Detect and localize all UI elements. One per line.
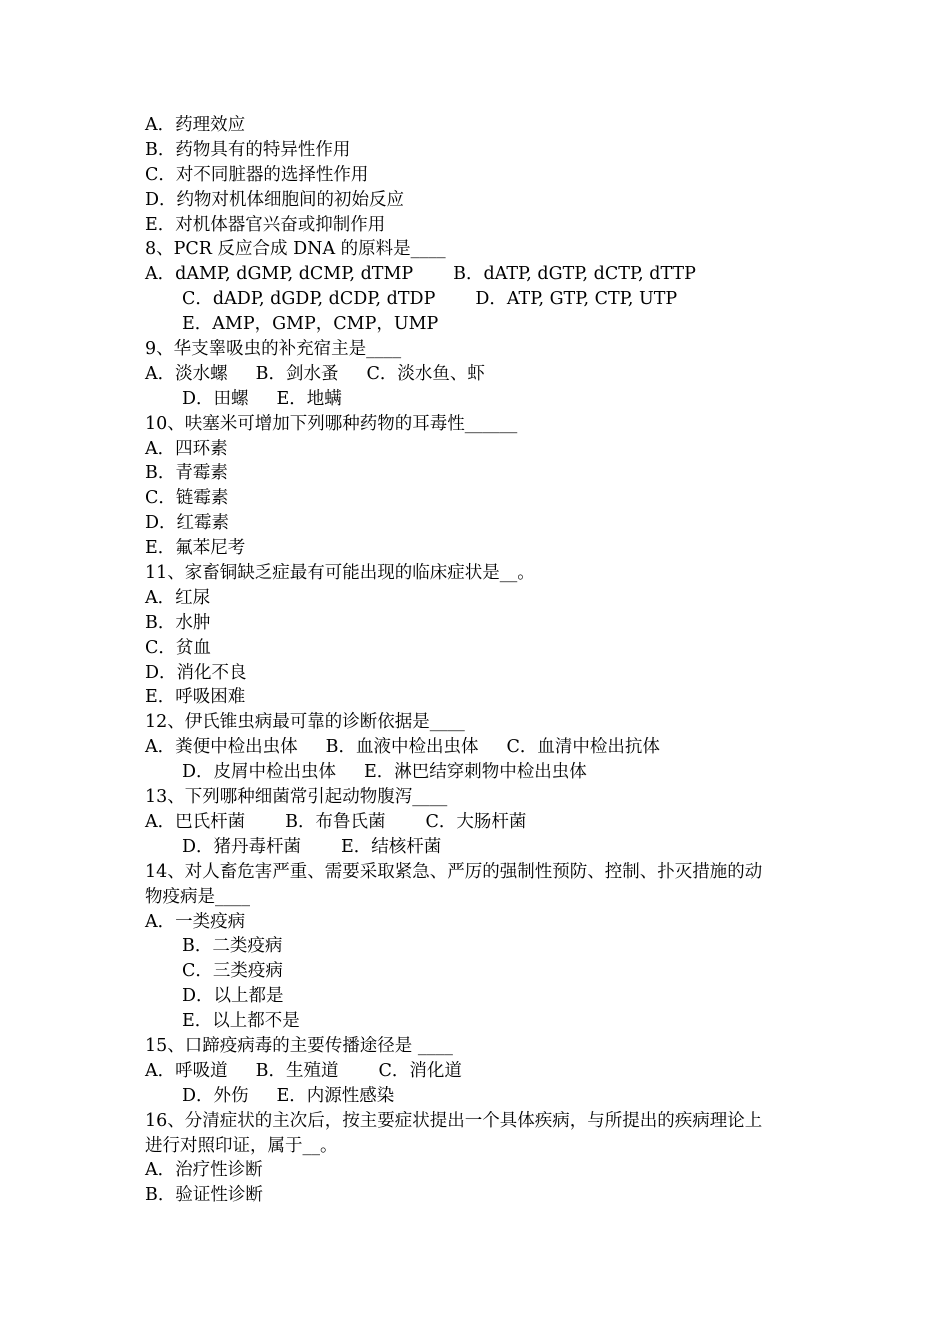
option: A．dAMP, dGMP, dCMP, dTMP <box>145 264 414 285</box>
question-list <box>145 113 825 1208</box>
option-line: D．消化不良 <box>145 662 247 683</box>
option: D．田螺 <box>182 388 249 409</box>
option: C．消化道 <box>378 1060 462 1081</box>
option-line: A．治疗性诊断 <box>145 1160 263 1181</box>
option-line: A．一类疫病 <box>145 911 246 932</box>
option: B．dATP, dGTP, dCTP, dTTP <box>453 264 696 285</box>
option: D．外伤 <box>182 1085 249 1106</box>
option: E．AMP，GMP，CMP，UMP <box>182 314 439 335</box>
option: E．内源性感染 <box>276 1085 395 1106</box>
option: A．巴氏杆菌 <box>145 811 246 832</box>
option: B．剑水蚤 <box>255 363 339 384</box>
question-stem: 15、口蹄疫病毒的主要传播途径是 ____ <box>145 1035 453 1056</box>
option: C．淡水鱼、虾 <box>366 363 485 384</box>
question-stem: 13、下列哪种细菌常引起动物腹泻____ <box>145 787 448 808</box>
option: A．淡水螺 <box>145 363 228 384</box>
option-line: E．对机体器官兴奋或抑制作用 <box>145 214 386 235</box>
option-row <box>145 1059 825 1084</box>
option: D．猪丹毒杆菌 <box>182 836 302 857</box>
option-line: C．三类疫病 <box>182 961 283 982</box>
option: D．ATP, GTP, CTP, UTP <box>475 289 678 310</box>
option-line: B．验证性诊断 <box>145 1185 263 1206</box>
option-row <box>145 1084 825 1109</box>
question-stem: 12、伊氏锥虫病最可靠的诊断依据是____ <box>145 712 465 733</box>
option-row <box>145 735 825 760</box>
option-line: E．以上都不是 <box>182 1011 300 1032</box>
option-row <box>145 262 825 287</box>
option: C．血清中检出抗体 <box>506 737 660 758</box>
option-line: B．二类疫病 <box>182 936 283 957</box>
option: B．生殖道 <box>255 1060 339 1081</box>
option-line: A．红尿 <box>145 587 211 608</box>
question-stem: 16、分清症状的主次后，按主要症状提出一个具体疾病，与所提出的疾病理论上 <box>145 1110 763 1131</box>
question-stem: 11、家畜铜缺乏症最有可能出现的临床症状是__。 <box>145 563 535 584</box>
option-row <box>145 810 825 835</box>
option-line: C．链霉素 <box>145 488 229 509</box>
option-line: B．药物具有的特异性作用 <box>145 139 351 160</box>
question-stem: 14、对人畜危害严重、需要采取紧急、严厉的强制性预防、控制、扑灭措施的动 <box>145 861 763 882</box>
question-stem-continued: 物疫病是____ <box>145 886 250 907</box>
option: E．地螨 <box>276 388 342 409</box>
option-row <box>145 760 825 785</box>
option-line: C．对不同脏器的选择性作用 <box>145 164 369 185</box>
option: B．血液中检出虫体 <box>325 737 479 758</box>
option-line: E．呼吸困难 <box>145 687 246 708</box>
option-row <box>145 312 825 337</box>
option-line: B．水肿 <box>145 612 211 633</box>
option: A．呼吸道 <box>145 1060 228 1081</box>
option: D．皮屑中检出虫体 <box>182 762 337 783</box>
option-line: A．药理效应 <box>145 115 246 135</box>
option-row <box>145 387 825 412</box>
question-stem: 10、呋塞米可增加下列哪种药物的耳毒性______ <box>145 413 518 434</box>
option-row <box>145 835 825 860</box>
option-line: A．四环素 <box>145 438 228 459</box>
option-line: D．红霉素 <box>145 513 230 534</box>
option-line: E．氟苯尼考 <box>145 538 246 559</box>
question-stem: 8、PCR 反应合成 DNA 的原料是____ <box>145 239 446 260</box>
option-line: D．约物对机体细胞间的初始反应 <box>145 189 405 210</box>
option: C．大肠杆菌 <box>425 811 527 832</box>
option: B．布鲁氏菌 <box>285 811 386 832</box>
question-stem-continued: 进行对照印证，属于__。 <box>145 1135 338 1156</box>
option-line: D．以上都是 <box>182 986 284 1007</box>
option-row <box>145 287 825 312</box>
option: C．dADP, dGDP, dCDP, dTDP <box>182 289 436 310</box>
question-stem: 9、华支睾吸虫的补充宿主是____ <box>145 339 402 360</box>
option-row <box>145 362 825 387</box>
option-line: C．贫血 <box>145 637 211 658</box>
option: A．粪便中检出虫体 <box>145 737 298 758</box>
option: E．淋巴结穿刺物中检出虫体 <box>364 762 587 783</box>
option-line: B．青霉素 <box>145 463 228 484</box>
option: E．结核杆菌 <box>341 836 442 857</box>
